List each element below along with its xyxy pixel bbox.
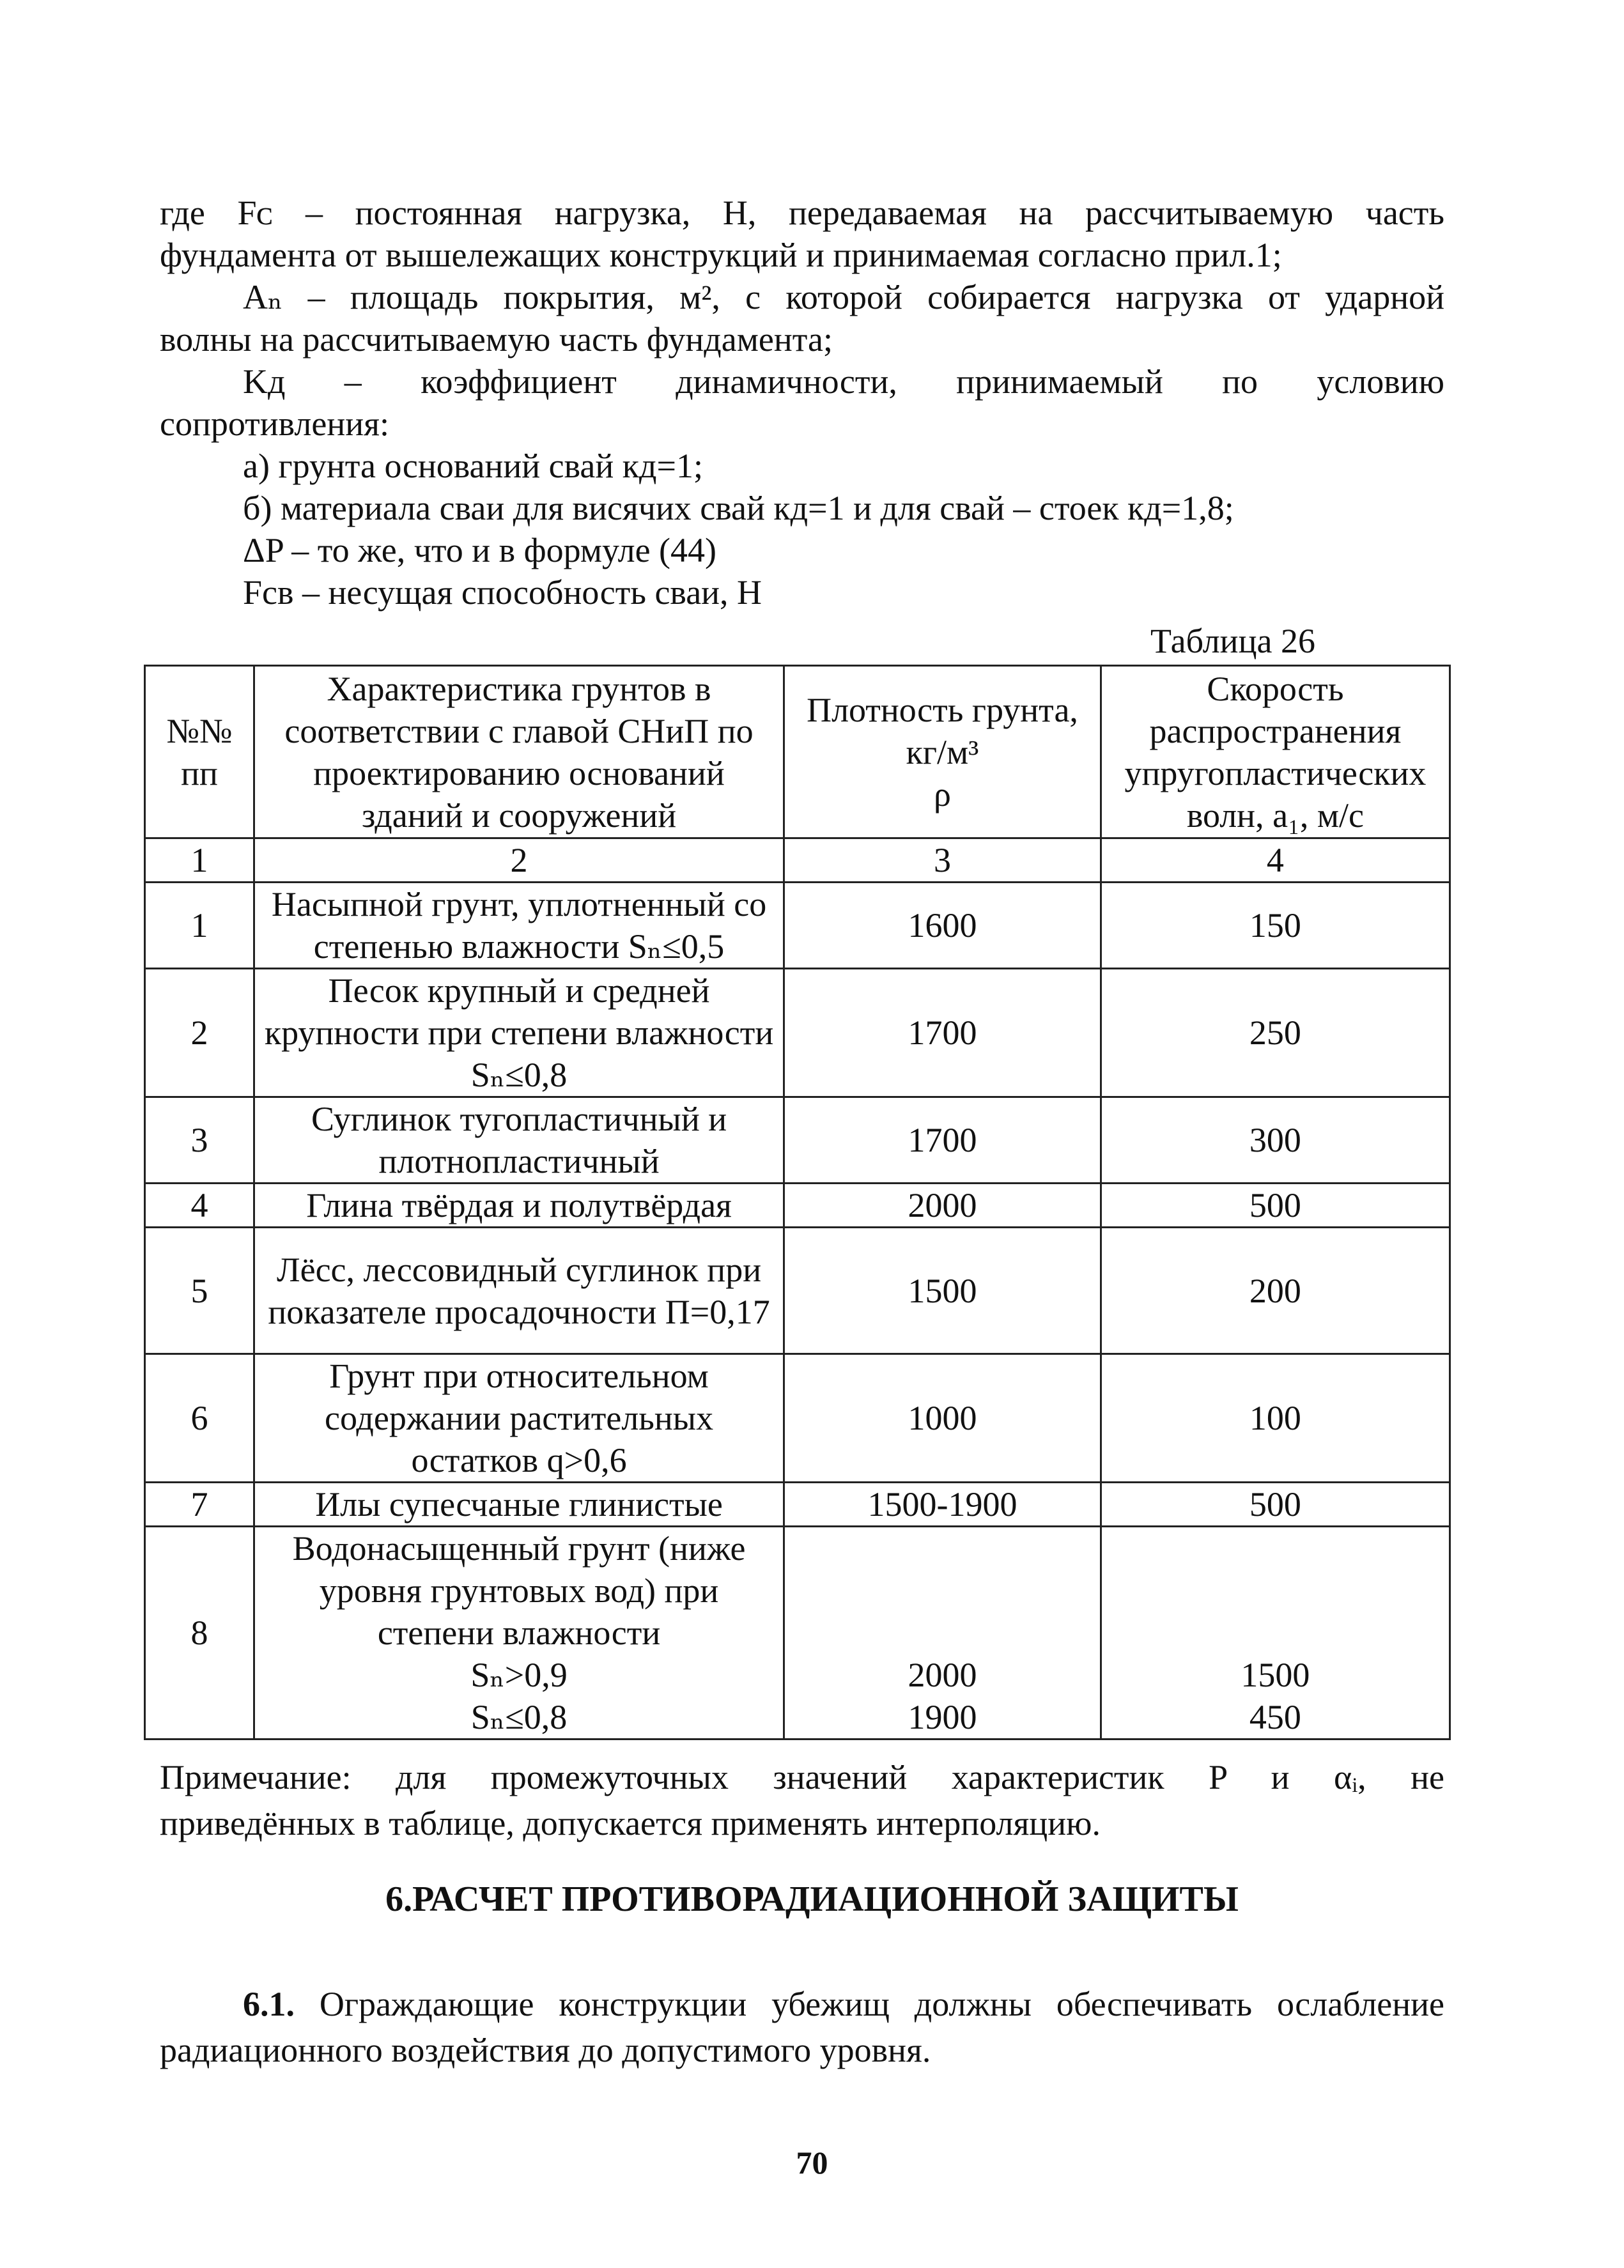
paragraph-line-1 (160, 1981, 1444, 2027)
soil-description: Глина твёрдая и полутвёрдая (254, 1184, 784, 1228)
row8-description: Водонасыщенный грунт (ниже уровня грунтовых вод) при степени влажности (292, 1529, 746, 1652)
row-number: 6 (145, 1354, 254, 1483)
soil-description: Насыпной грунт, уплотненный со степенью влажности Sₙ≤0,5 (254, 883, 784, 969)
row-number: 8 (145, 1527, 254, 1740)
soil-density: 1700 (784, 1097, 1101, 1184)
row8-density-high: 2000 (908, 1656, 977, 1694)
note-line-2: приведённых в таблице, допускается применять интерполяцию. (160, 1804, 1101, 1842)
soil-properties-table (144, 665, 1451, 1740)
index-cell: 3 (784, 838, 1101, 883)
row-number: 2 (145, 969, 254, 1097)
row-number: 7 (145, 1483, 254, 1527)
index-cell: 2 (254, 838, 784, 883)
header-density (784, 666, 1101, 838)
soil-description (254, 1527, 784, 1740)
note-line-1: Примечание: для промежуточных значений характеристик P и αᵢ, не (160, 1758, 1444, 1796)
row8-speed-low: 450 (1249, 1698, 1301, 1736)
soil-density: 1700 (784, 969, 1101, 1097)
soil-density: 1000 (784, 1354, 1101, 1483)
paragraph-text-1: Ограждающие конструкции убежищ должны обеспечивать ослабление (295, 1985, 1444, 2023)
table-note (160, 1754, 1444, 1846)
def-line-2: фундамента от вышележащих конструкций и принимаемая согласно прил.1; (160, 236, 1282, 274)
index-cell: 1 (145, 838, 254, 883)
row8-saturation-low: Sₙ≤0,8 (470, 1698, 568, 1736)
header-density-label: Плотность грунта, кг/м³ (807, 690, 1078, 771)
def-line-6: сопротивления: (160, 405, 389, 443)
soil-density: 1500-1900 (784, 1483, 1101, 1527)
soil-description: Лёсс, лессовидный суглинок при показателе просадочности П=0,17 (254, 1228, 784, 1354)
soil-density: 2000 (784, 1184, 1101, 1228)
def-line-7: а) грунта оснований свай кд=1; (243, 447, 703, 485)
section-paragraph (160, 1981, 1444, 2073)
table-row (145, 1184, 1450, 1228)
row-number: 5 (145, 1228, 254, 1354)
table-row (145, 1228, 1450, 1354)
def-line-5: Kд – коэффициент динамичности, принимаемый по условию (243, 362, 1444, 401)
wave-speed: 200 (1101, 1228, 1450, 1354)
soil-density (784, 1527, 1101, 1740)
wave-speed: 150 (1101, 883, 1450, 969)
soil-density: 1600 (784, 883, 1101, 969)
row8-speed-high: 1500 (1241, 1656, 1310, 1694)
def-line-9: ΔP – то же, что и в формуле (44) (243, 531, 716, 569)
wave-speed: 300 (1101, 1097, 1450, 1184)
table-row (145, 969, 1450, 1097)
table-row (145, 1527, 1450, 1740)
row-number: 3 (145, 1097, 254, 1184)
header-wave-speed: Скорость распространения упругопластических волн, a₁, м/с (1101, 666, 1450, 838)
table-caption: Таблица 26 (1150, 622, 1315, 660)
def-line-8: б) материала сваи для висячих свай кд=1 и для свай – стоек кд=1,8; (243, 489, 1234, 527)
soil-description: Грунт при относительном содержании растительных остатков q>0,6 (254, 1354, 784, 1483)
wave-speed (1101, 1527, 1450, 1740)
def-line-4: волны на рассчитываемую часть фундамента; (160, 320, 833, 359)
header-soil-characteristic: Характеристика грунтов в соответствии с главой СНиП по проектированию оснований зданий и сооружений (254, 666, 784, 838)
header-density-symbol: ρ (934, 775, 951, 814)
page-number: 70 (796, 2145, 828, 2180)
row8-saturation-high: Sₙ>0,9 (470, 1656, 568, 1694)
table-row (145, 1483, 1450, 1527)
row-number: 4 (145, 1184, 254, 1228)
wave-speed: 100 (1101, 1354, 1450, 1483)
paragraph-line-2: радиационного воздействия до допустимого уровня. (160, 2031, 931, 2069)
row-number: 1 (145, 883, 254, 969)
section-title: 6.РАСЧЕТ ПРОТИВОРАДИАЦИОННОЙ ЗАЩИТЫ (385, 1879, 1239, 1919)
table-row (145, 1097, 1450, 1184)
table-row (145, 883, 1450, 969)
table-row (145, 1354, 1450, 1483)
wave-speed: 250 (1101, 969, 1450, 1097)
def-line-3: Aₙ – площадь покрытия, м², с которой собирается нагрузка от ударной (243, 278, 1444, 316)
soil-description: Песок крупный и средней крупности при степени влажности Sₙ≤0,8 (254, 969, 784, 1097)
def-line-10: Fсв – несущая способность сваи, Н (243, 573, 762, 612)
paragraph-number: 6.1. (243, 1985, 295, 2023)
definitions-block (160, 192, 1444, 613)
wave-speed: 500 (1101, 1483, 1450, 1527)
header-number: №№ пп (145, 666, 254, 838)
row8-density-low: 1900 (908, 1698, 977, 1736)
soil-description: Суглинок тугопластичный и плотнопластичный (254, 1097, 784, 1184)
wave-speed: 500 (1101, 1184, 1450, 1228)
index-cell: 4 (1101, 838, 1450, 883)
soil-description: Илы супесчаные глинистые (254, 1483, 784, 1527)
def-line-1: где Fᴄ – постоянная нагрузка, Н, передаваемая на рассчитываемую часть (160, 194, 1444, 232)
soil-density: 1500 (784, 1228, 1101, 1354)
